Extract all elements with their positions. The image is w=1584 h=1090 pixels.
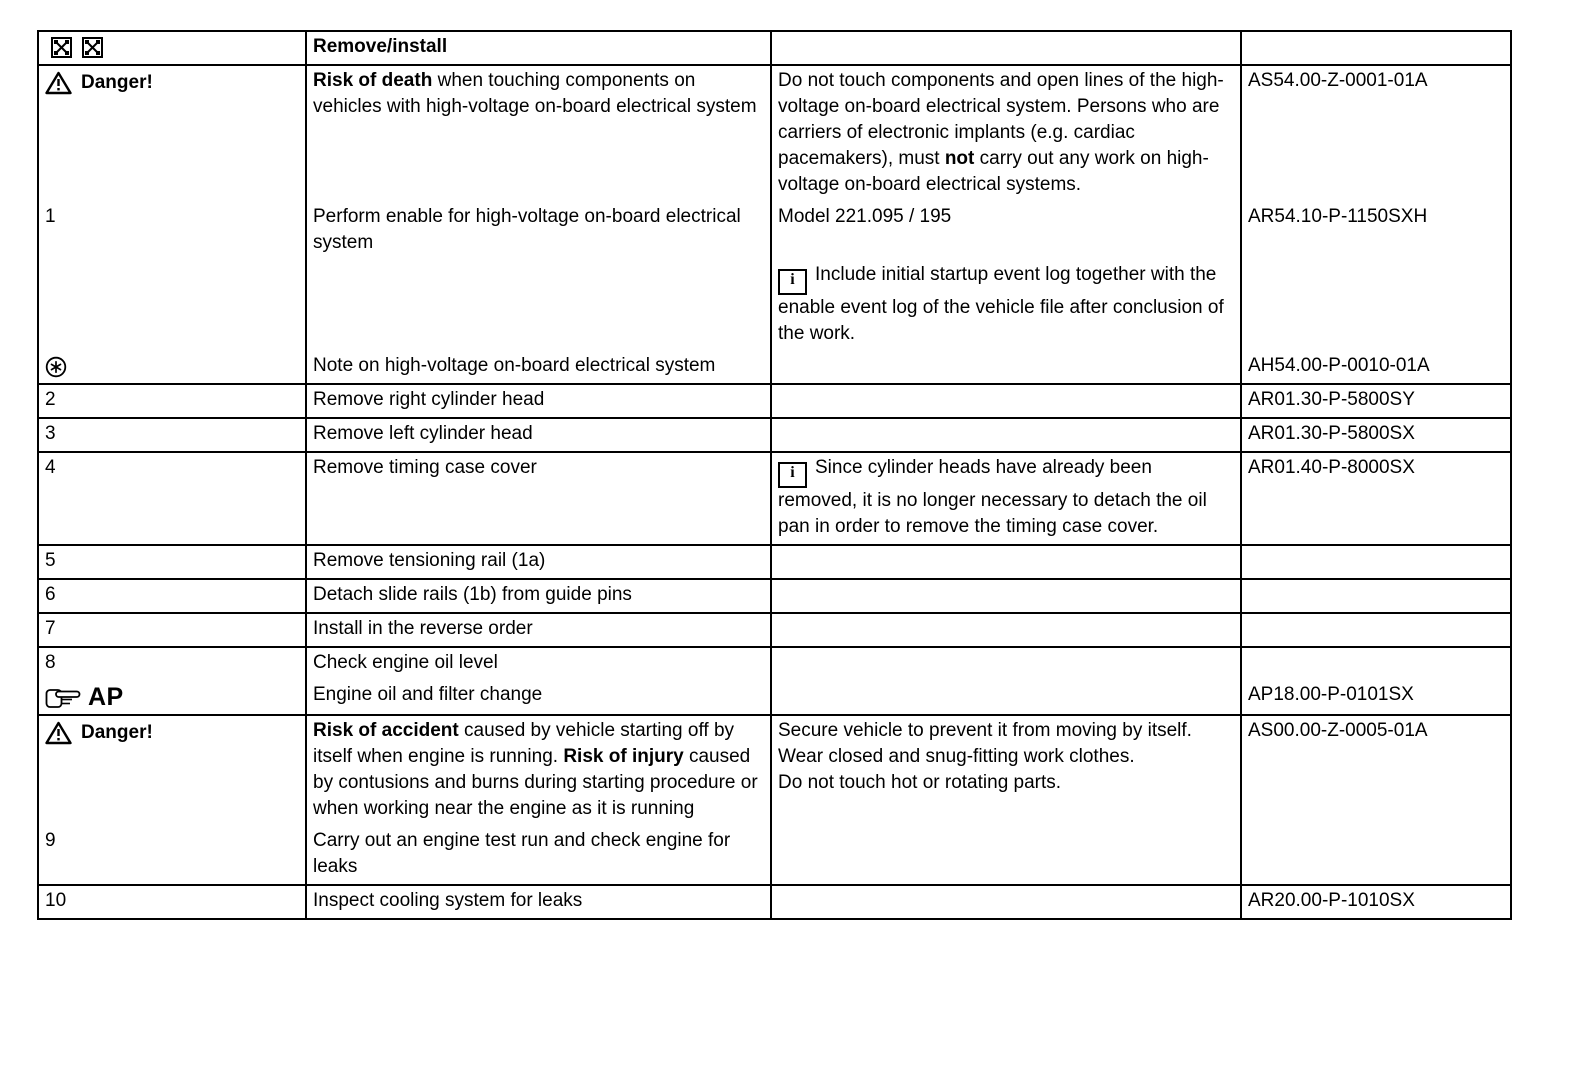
step-number-cell [38,826,306,885]
empty-cell [771,826,1241,885]
header-row [38,31,1511,65]
step-row-5 [38,545,1511,579]
operation-text: Detach slide rails (1b) from guide pins [313,584,632,605]
operation-cell [306,647,771,680]
operation-text: Remove tensioning rail (1a) [313,550,546,571]
header-symbols-cell [38,31,306,65]
doc-code: AR01.40-P-8000SX [1248,457,1415,478]
step-number-cell [38,418,306,452]
doc-code: AR54.10-P-1150SXH [1248,206,1428,227]
symbol-cell [38,351,306,384]
doc-cell [1241,65,1511,202]
empty-cell [1241,31,1511,65]
danger-label-group [45,68,296,96]
step-row-10 [38,885,1511,919]
danger-label: Danger! [81,722,153,743]
operation-cell [306,715,771,826]
step-number-cell [38,202,306,351]
risk-text: caused by vehicle starting off by itself when engine is running. [313,720,735,767]
danger-note-line: Wear closed and snug-fitting work clothes. [778,746,1135,767]
procedure-table [37,30,1512,920]
doc-code: AR01.30-P-5800SY [1248,389,1415,410]
operation-cell [306,202,771,351]
step-number: 8 [45,652,56,673]
operation-text: Perform enable for high-voltage on-board electrical system [313,206,741,253]
doc-cell [1241,452,1511,545]
step-row-8 [38,647,1511,680]
danger-note-line: Do not touch hot or rotating parts. [778,772,1062,793]
doc-cell [1241,351,1511,384]
risk-title: Risk of accident [313,720,459,741]
danger-triangle-icon [45,721,72,745]
empty-cell [771,579,1241,613]
info-icon-glyph: i [790,271,795,288]
danger-label: Danger! [81,72,153,93]
danger-cell [38,715,306,826]
pointing-hand-icon [45,686,81,709]
remove-symbol-icon [51,37,72,58]
step-number-cell [38,545,306,579]
step-row-2 [38,384,1511,418]
empty-cell [771,647,1241,680]
step-number: 10 [45,890,67,911]
doc-cell [1241,715,1511,826]
danger-triangle-icon [45,71,72,95]
step-number-cell [38,579,306,613]
info-text: Include initial startup event log together with the enable event log of the vehicle file after conclusion of the work. [778,264,1224,344]
operation-text: Remove right cylinder head [313,389,545,410]
operation-text: Install in the reverse order [313,618,533,639]
empty-cell [1241,613,1511,647]
ap-label-group [45,682,296,710]
operation-cell [306,613,771,647]
symbol-group [45,34,296,58]
doc-code: AP18.00-P-0101SX [1248,684,1414,705]
step-number: 2 [45,389,56,410]
empty-cell [1241,647,1511,680]
operation-cell [306,579,771,613]
step-number: 7 [45,618,56,639]
danger-note-bold: not [944,148,975,169]
doc-code: AS00.00-Z-0005-01A [1248,720,1428,741]
info-icon-glyph: i [790,464,795,481]
note-cell [771,452,1241,545]
info-note [778,262,1231,347]
operation-text: Carry out an engine test run and check engine for leaks [313,830,731,877]
empty-cell [771,31,1241,65]
operation-cell [306,826,771,885]
doc-cell [1241,885,1511,919]
danger-note-text: carry out any work on high-voltage on-board electrical systems. [778,148,1209,195]
doc-cell [1241,680,1511,715]
doc-code: AR20.00-P-1010SX [1248,890,1415,911]
step-row-6 [38,579,1511,613]
step-number: 6 [45,584,56,605]
operation-cell [306,452,771,545]
step-number: 3 [45,423,56,444]
empty-cell [771,680,1241,715]
empty-cell [771,885,1241,919]
ap-row [38,680,1511,715]
doc-code: AR01.30-P-5800SX [1248,423,1415,444]
step-number: 1 [45,206,56,227]
step-row-4 [38,452,1511,545]
step-number: 5 [45,550,56,571]
info-icon [778,462,807,488]
doc-code: AS54.00-Z-0001-01A [1248,70,1428,91]
step-row-3 [38,418,1511,452]
operation-cell [306,680,771,715]
danger-row-1 [38,65,1511,202]
danger-note-line: Secure vehicle to prevent it from moving by itself. [778,720,1192,741]
operation-text: Remove left cylinder head [313,423,533,444]
operation-cell [306,885,771,919]
step-row-9 [38,826,1511,885]
doc-cell [1241,384,1511,418]
doc-code: AH54.00-P-0010-01A [1248,355,1430,376]
table-title: Remove/install [306,31,771,65]
step-number-cell [38,647,306,680]
doc-cell [1241,202,1511,351]
note-row-high-voltage [38,351,1511,384]
note-symbol-icon [45,356,67,378]
step-row-1 [38,202,1511,351]
operation-cell [306,351,771,384]
install-symbol-icon [82,37,103,58]
operation-cell [306,545,771,579]
ap-cell [38,680,306,715]
risk-title: Risk of injury [563,746,684,767]
empty-cell [771,418,1241,452]
risk-text: caused by contusions and burns during starting procedure or when working near the engine as it is running [313,746,758,819]
step-row-7 [38,613,1511,647]
operation-text: Engine oil and filter change [313,684,543,705]
note-cell [771,715,1241,826]
info-icon [778,269,807,295]
step-number-cell [38,885,306,919]
risk-text: when touching components on vehicles with high-voltage on-board electrical system [313,70,757,117]
info-text: Since cylinder heads have already been removed, it is no longer necessary to detach the oil pan in order to remove the timing case cover. [778,457,1207,537]
operation-cell [306,418,771,452]
risk-title: Risk of death [313,70,433,91]
step-number-cell [38,452,306,545]
note-cell [771,202,1241,351]
ap-label: AP [88,683,124,711]
empty-cell [771,384,1241,418]
step-number-cell [38,384,306,418]
info-note [778,455,1231,540]
danger-label-group [45,718,296,746]
step-number: 9 [45,830,56,851]
doc-cell [1241,418,1511,452]
danger-note-text: Do not touch components and open lines of the high-voltage on-board electrical system. Persons who are carriers of electronic implants (e.g. cardiac pacemakers), must [778,70,1224,169]
operation-text: Check engine oil level [313,652,498,673]
operation-text: Inspect cooling system for leaks [313,890,583,911]
danger-row-2 [38,715,1511,826]
empty-cell [771,613,1241,647]
step-number-cell [38,613,306,647]
operation-text: Note on high-voltage on-board electrical system [313,355,716,376]
model-text: Model 221.095 / 195 [778,206,952,227]
empty-cell [1241,826,1511,885]
empty-cell [771,351,1241,384]
operation-cell [306,384,771,418]
danger-cell [38,65,306,202]
empty-cell [771,545,1241,579]
note-cell [771,65,1241,202]
empty-cell [1241,579,1511,613]
step-number: 4 [45,457,56,478]
operation-text: Remove timing case cover [313,457,537,478]
operation-cell [306,65,771,202]
empty-cell [1241,545,1511,579]
